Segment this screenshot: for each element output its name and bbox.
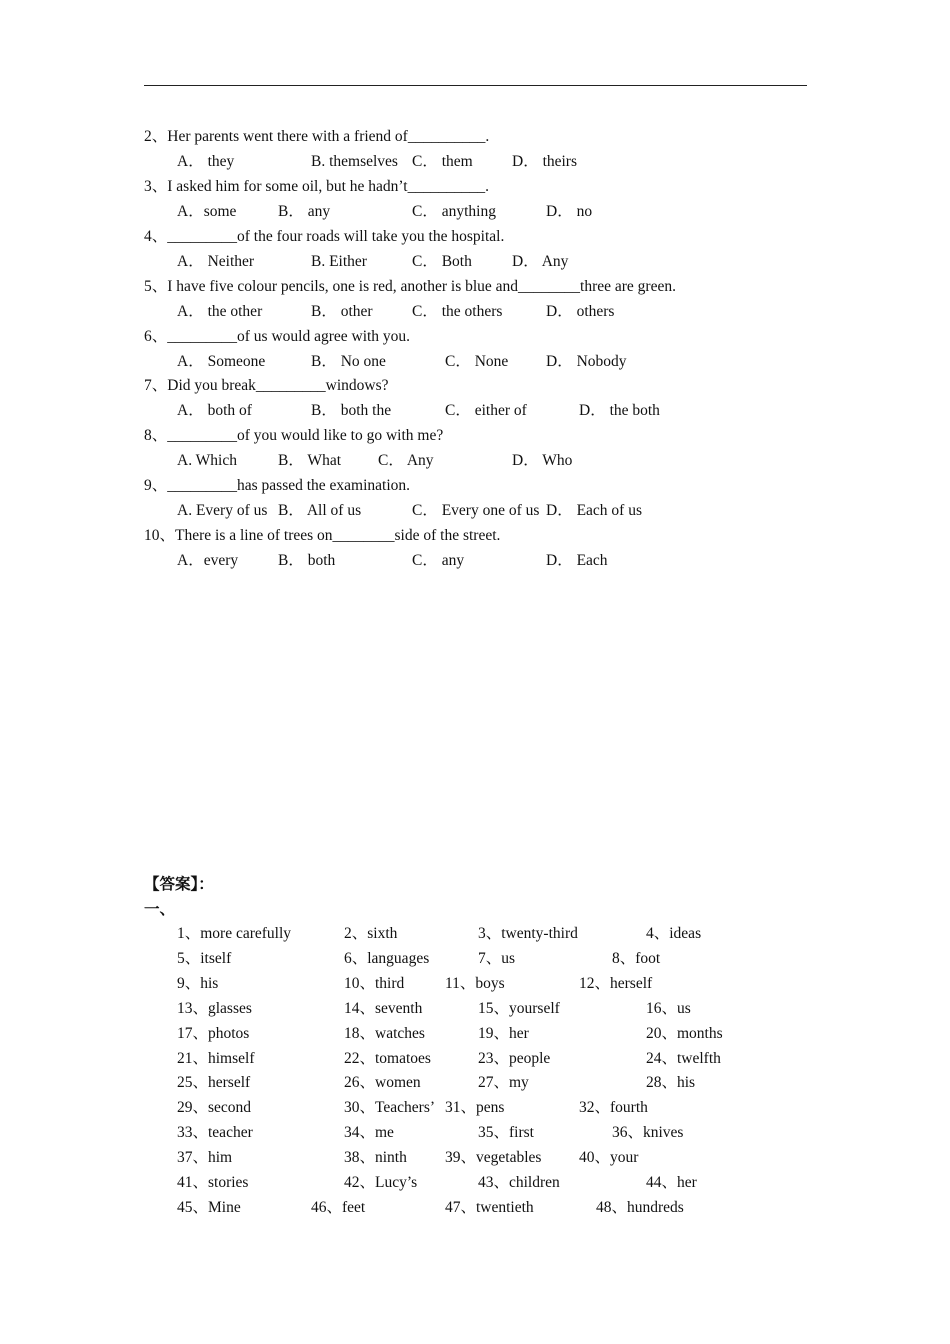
option-c: C． Any [378, 452, 434, 469]
option-a: A． the other [177, 303, 263, 320]
option-c: C． anything [412, 203, 496, 220]
section-number: 一、 [144, 901, 176, 918]
answer-item: 7、us [478, 949, 516, 967]
answer-item: 45、Mine [177, 1198, 241, 1216]
option-d: D． no [546, 203, 593, 220]
answer-item: 36、knives [612, 1124, 684, 1142]
answer-item: 35、first [478, 1124, 534, 1142]
answer-item: 25、herself [177, 1074, 251, 1092]
question-stem: 3、I asked him for some oil, but he hadn’t__________. [144, 178, 489, 195]
answer-item: 28、his [646, 1074, 696, 1092]
answer-item: 13、glasses [177, 999, 252, 1017]
answer-item: 5、itself [177, 949, 232, 967]
answer-item: 14、seventh [344, 999, 423, 1017]
answer-item: 24、twelfth [646, 1049, 721, 1067]
option-d: D． Any [512, 253, 569, 270]
option-a: A． Neither [177, 253, 255, 270]
answer-item: 11、boys [445, 974, 505, 992]
option-a: A． Someone [177, 353, 266, 370]
answer-item: 9、his [177, 974, 219, 992]
answer-item: 8、foot [612, 949, 661, 967]
answer-item: 31、pens [445, 1099, 505, 1117]
option-d: D． others [546, 303, 615, 320]
option-c: C． them [412, 153, 473, 170]
answer-item: 17、photos [177, 1024, 250, 1042]
option-d: D． theirs [512, 153, 578, 170]
answer-item: 34、me [344, 1124, 394, 1142]
option-b: B． What [278, 452, 341, 469]
option-c: C． Every one of us [412, 502, 540, 519]
answer-item: 12、herself [579, 974, 653, 992]
option-b: B． other [311, 303, 373, 320]
option-b: B． both the [311, 402, 392, 419]
option-a: A．some [177, 203, 237, 220]
answer-item: 6、languages [344, 949, 430, 967]
answer-title: 【答案】： [144, 876, 214, 893]
header-rule [144, 85, 807, 86]
option-d: D． Each [546, 552, 608, 569]
answer-item: 20、months [646, 1024, 723, 1042]
answer-item: 41、stories [177, 1174, 249, 1191]
answer-item: 23、people [478, 1049, 551, 1067]
answer-item: 42、Lucy’s [344, 1174, 418, 1191]
question-stem: 4、_________of the four roads will take you the hospital. [144, 228, 505, 245]
answer-item: 1、more carefully [177, 925, 292, 942]
option-a: A． they [177, 153, 235, 170]
option-b: B． All of us [278, 502, 362, 519]
answer-item: 43、children [478, 1174, 560, 1191]
question-stem: 9、_________has passed the examination. [144, 477, 411, 494]
answer-item: 30、Teachers’ [344, 1099, 436, 1117]
option-a: A．every [177, 552, 239, 569]
option-b: B． No one [311, 353, 386, 370]
answer-item: 15、yourself [478, 999, 560, 1017]
option-a: A． both of [177, 402, 252, 419]
answer-item: 26、women [344, 1074, 421, 1092]
option-a: A. Which [177, 452, 237, 469]
answer-item: 19、her [478, 1024, 529, 1042]
answer-item: 37、him [177, 1149, 233, 1167]
answer-item: 21、himself [177, 1049, 255, 1067]
question-stem: 6、_________of us would agree with you. [144, 328, 411, 345]
answer-item: 18、watches [344, 1024, 425, 1042]
option-b: B. Either [311, 253, 367, 270]
option-c: C． any [412, 552, 465, 569]
answer-item: 10、third [344, 974, 405, 992]
option-b: B. themselves [311, 153, 398, 170]
option-d: D． Each of us [546, 502, 642, 519]
option-d: D． Nobody [546, 353, 627, 370]
question-stem: 5、I have five colour pencils, one is red, another is blue and________three are green. [144, 278, 676, 295]
option-c: C． the others [412, 303, 503, 320]
option-c: C． None [445, 353, 509, 370]
answer-item: 39、vegetables [445, 1149, 542, 1167]
answer-item: 29、second [177, 1099, 252, 1117]
answer-item: 3、twenty-third [478, 925, 578, 942]
answer-item: 33、teacher [177, 1124, 253, 1142]
question-stem: 7、Did you break_________windows? [144, 377, 389, 394]
answer-item: 22、tomatoes [344, 1049, 431, 1067]
option-b: B． any [278, 203, 331, 220]
answer-item: 47、twentieth [445, 1198, 534, 1216]
answer-item: 2、sixth [344, 925, 398, 942]
answer-item: 32、fourth [579, 1099, 648, 1117]
answer-item: 48、hundreds [596, 1198, 684, 1216]
question-stem: 8、_________of you would like to go with me? [144, 427, 444, 444]
answer-item: 4、ideas [646, 925, 702, 942]
answer-item: 40、your [579, 1149, 639, 1167]
answer-item: 44、her [646, 1174, 697, 1191]
answer-item: 38、ninth [344, 1149, 407, 1167]
question-stem: 2、Her parents went there with a friend of__________. [144, 128, 490, 145]
answer-item: 27、my [478, 1074, 529, 1092]
option-b: B． both [278, 552, 336, 569]
answer-item: 46、feet [311, 1198, 366, 1216]
option-a: A. Every of us [177, 502, 268, 519]
question-stem: 10、There is a line of trees on________side of the street. [144, 527, 501, 544]
option-c: C． either of [445, 402, 527, 419]
option-d: D． the both [579, 402, 660, 419]
option-c: C． Both [412, 253, 472, 270]
answer-item: 16、us [646, 999, 691, 1017]
option-d: D． Who [512, 452, 573, 469]
